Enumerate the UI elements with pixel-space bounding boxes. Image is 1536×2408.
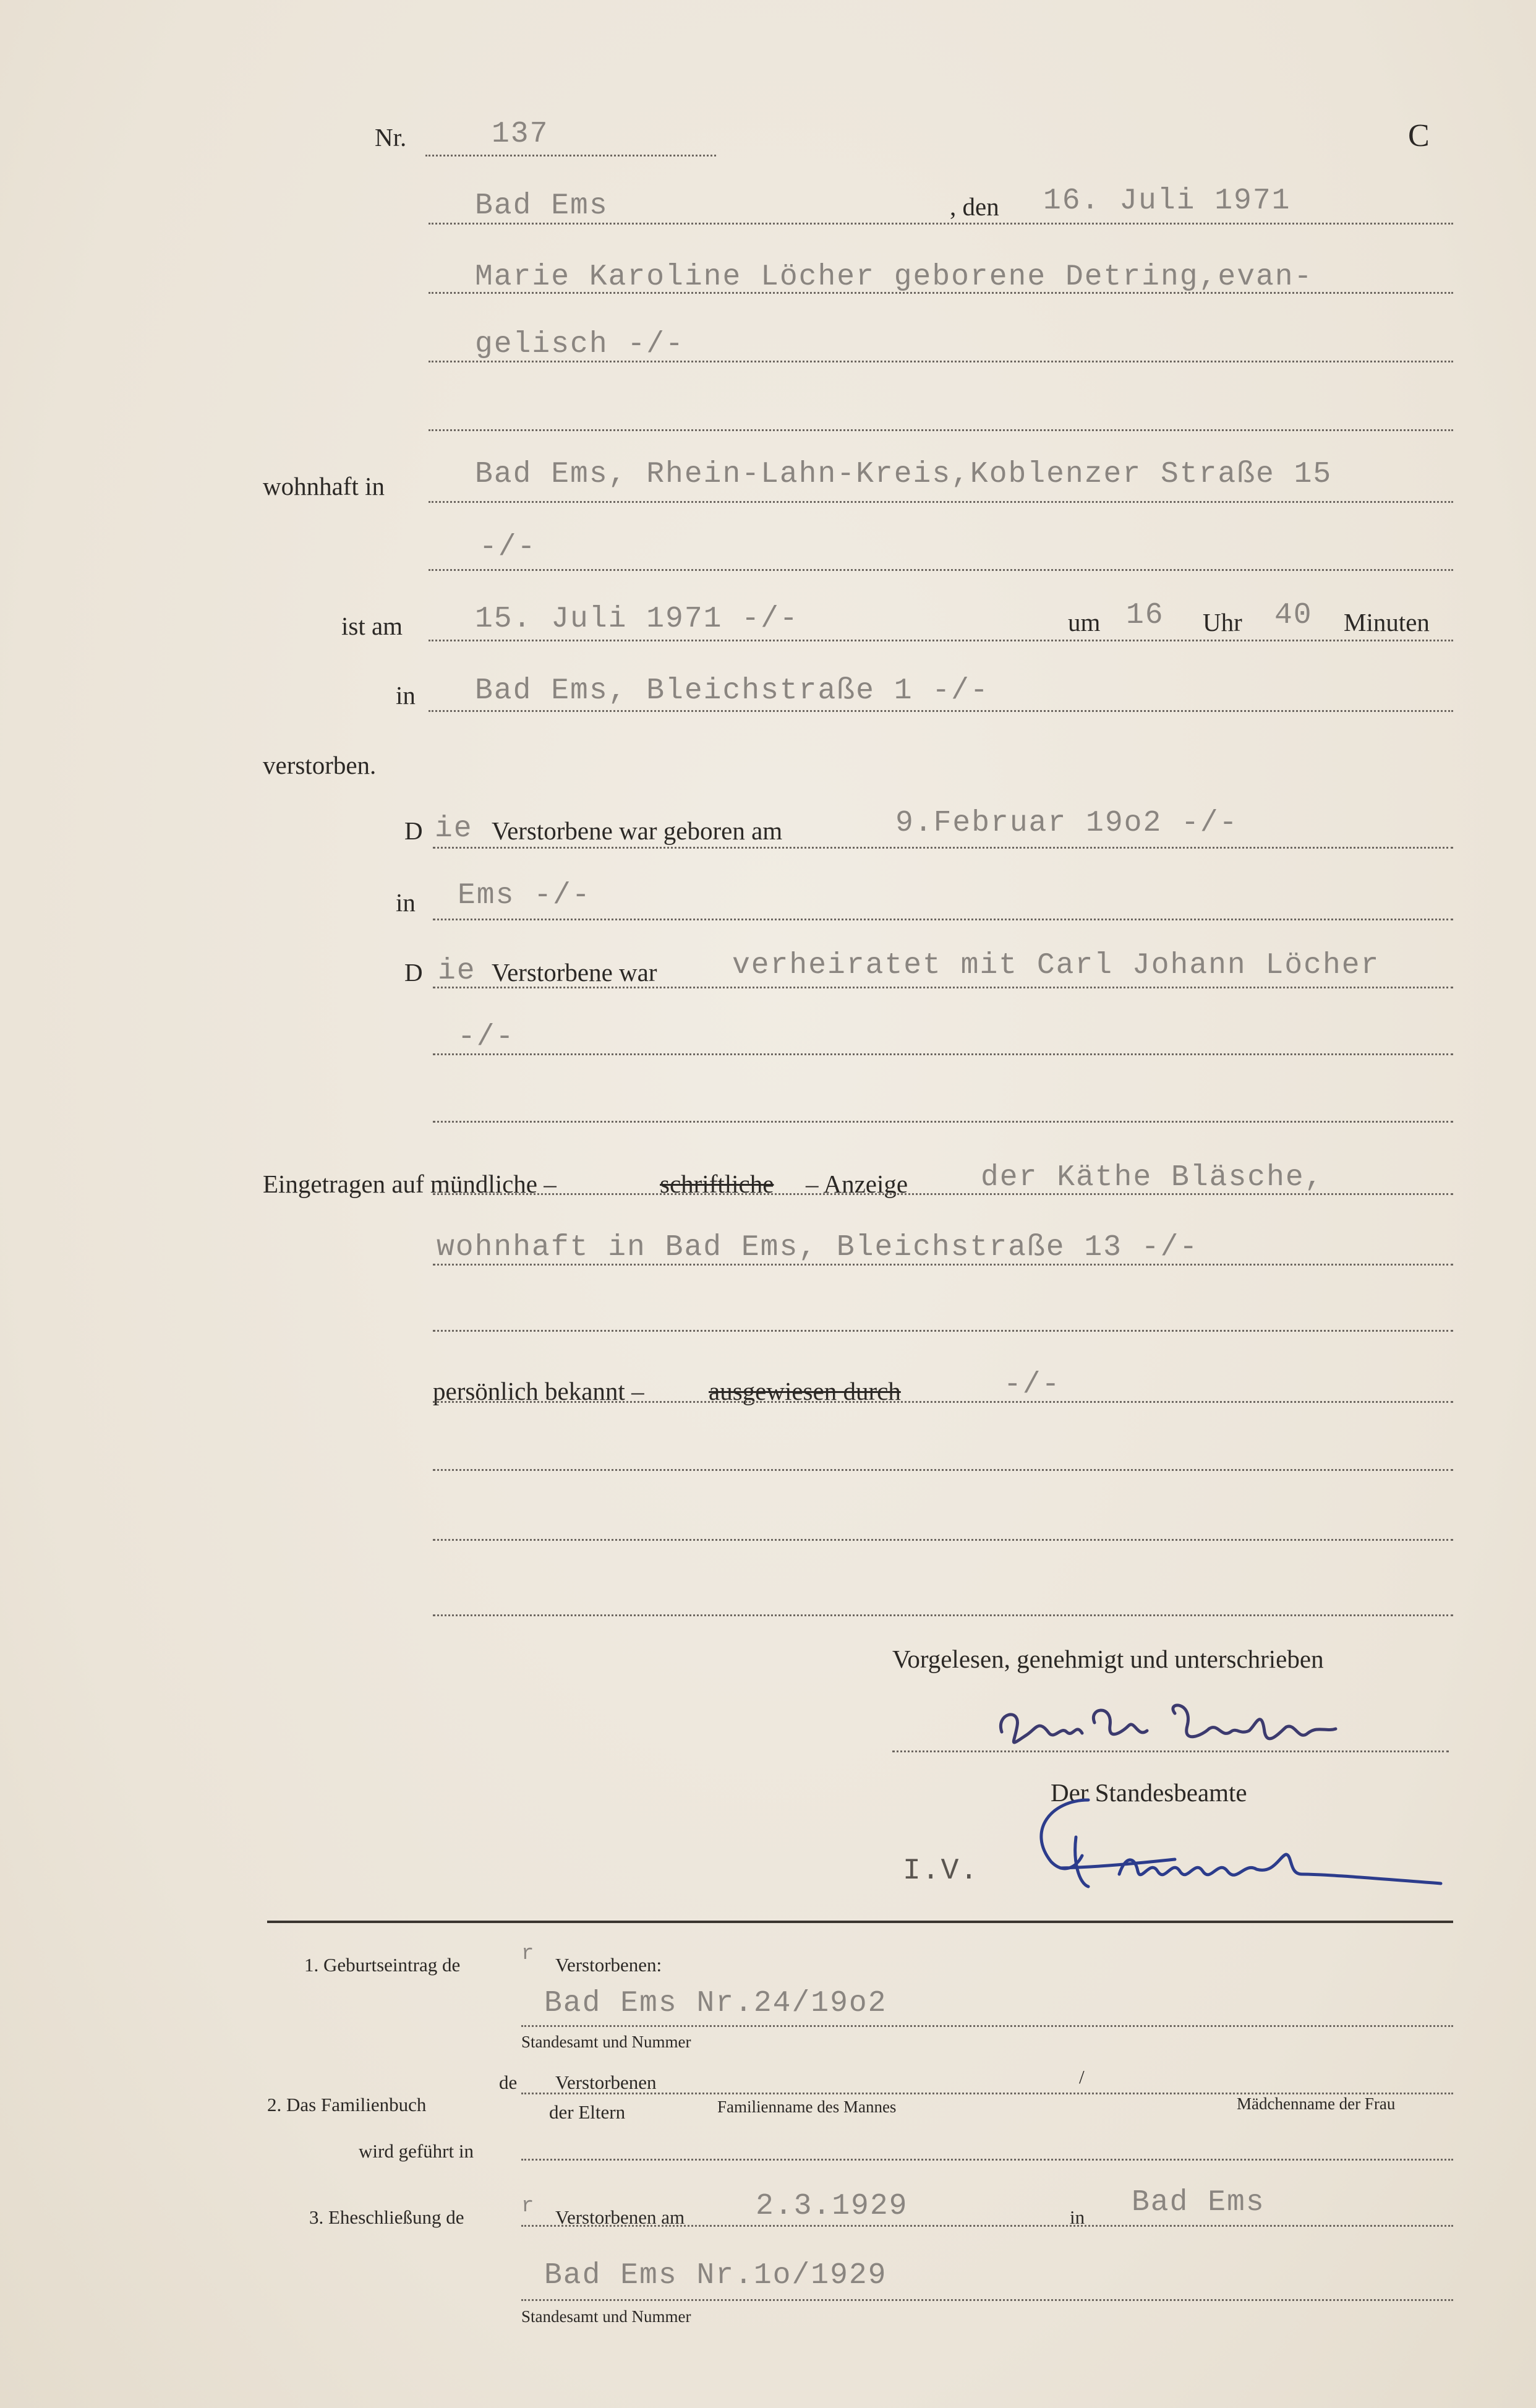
form-letter: C [1408,118,1430,153]
deceased-line2: gelisch -/- [475,328,685,361]
date: 16. Juli 1971 [1043,184,1291,218]
birth-label: Verstorbene war geboren am [492,816,783,845]
place: Bad Ems [475,189,608,223]
marriage-line3-rule [433,1121,1453,1123]
death-hour: 16 [1126,599,1164,632]
registrar-signature [1014,1781,1459,1899]
nr-line [425,155,716,156]
item3-date: 2.3.1929 [756,2190,908,2223]
identification-rule [433,1401,1453,1403]
item2-label2: wird geführt in [359,2140,474,2162]
nr-label: Nr. [375,123,407,152]
birth-date: 9.Februar 19o2 -/- [895,807,1239,840]
blank-rule-2 [433,1539,1453,1541]
deceased-line1: Marie Karoline Löcher geborene Detring,evan- [475,260,1313,294]
marriage-label: Verstorbene war [492,958,657,987]
item2-rule2 [521,2159,1453,2161]
residence-label: wohnhaft in [263,472,385,500]
verstorben-label: verstorben. [263,751,377,779]
item2-col1: Familienname des Mannes [717,2097,897,2116]
read-approved-label: Vorgelesen, genehmigt und unterschrieben [892,1645,1324,1673]
deceased-line3-rule [429,429,1453,431]
death-minutes: 40 [1274,599,1313,632]
marriage-suffix: ie [438,954,476,988]
item3-rule [521,2225,1453,2227]
marriage-line2-rule [433,1053,1453,1055]
item1-value: Bad Ems Nr.24/19o2 [544,1987,887,2020]
death-place-rule [429,710,1453,712]
section-divider [267,1921,1453,1923]
identification-label-a: persönlich bekannt – [433,1377,644,1405]
registration-label-b: – Anzeige [806,1170,908,1198]
item2-de: de [499,2072,518,2093]
death-place: Bad Ems, Bleichstraße 1 -/- [475,674,989,708]
birth-prefix: D [404,816,423,845]
item2-opt1: Verstorbenen [555,2072,657,2093]
item3-value: Bad Ems Nr.1o/1929 [544,2259,887,2292]
place-date-line [429,223,1453,225]
marriage-prefix: D [404,958,423,987]
item1-label-a: 1. Geburtseintrag de [304,1954,461,1976]
item2-label: 2. Das Familienbuch [267,2094,427,2115]
item3-label-a: 3. Eheschließung de [309,2206,464,2228]
item3-label-b: Verstorbenen am [555,2206,685,2228]
birth-place: Ems -/- [458,879,591,912]
birth-place-rule [433,919,1453,920]
marriage-line1: verheiratet mit Carl Johann Löcher [732,949,1380,982]
registration-line1: der Käthe Bläsche, [981,1161,1324,1194]
item1-rule [521,2025,1453,2027]
ist-am-label: ist am [341,612,403,640]
blank-rule-1 [433,1469,1453,1471]
marriage-line1-rule [433,987,1453,988]
residence-line1: Bad Ems, Rhein-Lahn-Kreis,Koblenzer Straße 15 [475,458,1333,491]
item1-label-b: Verstorbenen: [555,1954,662,1976]
identification-value: -/- [1004,1368,1061,1402]
death-in-label: in [396,681,416,709]
death-date-rule [429,640,1453,641]
registration-line1-rule [433,1193,1453,1195]
residence-line2-rule [429,569,1453,571]
item3-place: Bad Ems [1132,2186,1265,2219]
item1-caption: Standesamt und Nummer [521,2033,691,2051]
den-label: , den [950,192,999,221]
blank-rule-3 [433,1614,1453,1616]
registration-line2-rule [433,1264,1453,1266]
item1-sup: r [521,1942,535,1966]
registration-line2: wohnhaft in Bad Ems, Bleichstraße 13 -/- [437,1231,1199,1264]
item3-sup: r [521,2195,535,2218]
item2-slash: / [1079,2066,1085,2088]
registration-line3-rule [433,1330,1453,1332]
residence-line2: -/- [479,531,537,564]
deceased-line2-rule [429,361,1453,362]
item2-col2: Mädchenname der Frau [1237,2094,1396,2113]
registration-label-a: Eingetragen auf mündliche – [263,1170,557,1198]
item3-caption: Standesamt und Nummer [521,2307,691,2326]
item3-in: in [1070,2206,1085,2228]
nr-value: 137 [492,118,549,151]
marriage-line2: -/- [458,1021,515,1054]
witness-signature [989,1689,1422,1769]
deceased-line1-rule [429,292,1453,294]
iv-label: I.V. [903,1854,979,1888]
birth-suffix: ie [435,812,473,846]
item3-rule2 [521,2299,1453,2301]
registrar-label: Der Standesbeamte [1051,1778,1247,1807]
minuten-label: Minuten [1344,608,1430,636]
residence-line1-rule [429,501,1453,503]
uhr-label: Uhr [1203,608,1242,636]
witness-signature-rule [892,1750,1449,1752]
um-label: um [1068,608,1101,636]
item2-opt2: der Eltern [549,2101,626,2123]
registration-label-struck: schriftliche [660,1170,774,1198]
identification-label-struck: ausgewiesen durch [709,1377,901,1405]
birth-in-label: in [396,888,416,917]
birth-date-rule [433,847,1453,849]
death-date: 15. Juli 1971 -/- [475,602,799,636]
